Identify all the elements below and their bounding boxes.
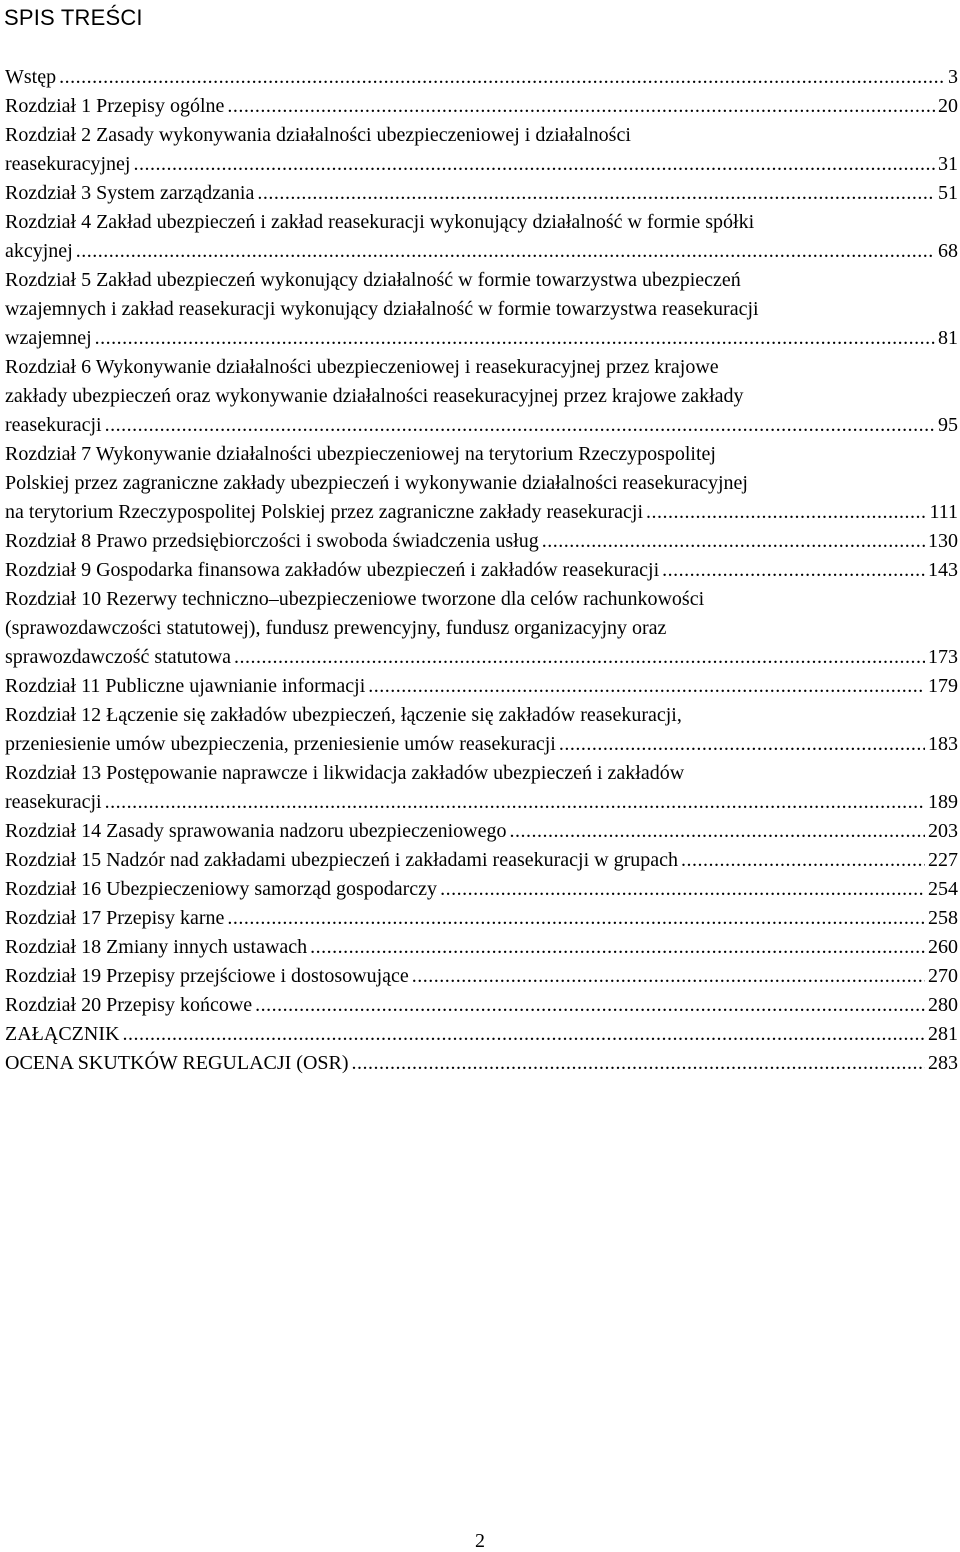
toc-entry-row	[5, 933, 958, 962]
toc-entry-title: Rozdział 20 Przepisy końcowe	[5, 994, 253, 1016]
dot-leader	[255, 991, 925, 1020]
toc-entry-title: ZAŁĄCZNIK	[5, 1023, 120, 1045]
toc-entry-title: akcyjnej	[5, 240, 73, 262]
toc-entry-row	[5, 1049, 958, 1078]
toc-entry-row	[5, 324, 958, 353]
dot-leader	[227, 904, 925, 933]
toc-entry-title: Rozdział 19 Przepisy przejściowe i dostosowujące	[5, 965, 409, 987]
toc-entry-title: reasekuracji	[5, 414, 102, 436]
toc-entry-row	[5, 237, 958, 266]
toc-entry-row	[5, 788, 958, 817]
toc-entry-row	[5, 962, 958, 991]
toc-entry-page-number: 270	[928, 965, 958, 987]
dot-leader	[662, 556, 925, 585]
dot-leader	[352, 1049, 925, 1078]
toc-entry[interactable]	[5, 353, 958, 440]
toc-entry-page-number: 68	[938, 240, 958, 262]
toc-entry-page-number: 203	[928, 820, 958, 842]
toc-title: SPIS TREŚCI	[4, 5, 143, 30]
toc-entry[interactable]	[5, 1020, 958, 1049]
toc-entry-title-line: Rozdział 10 Rezerwy techniczno–ubezpieczeniowe tworzone dla celów rachunkowości	[5, 588, 705, 610]
toc-entry-title: Rozdział 18 Zmiany innych ustawach	[5, 936, 308, 958]
toc-entry-title: sprawozdawczość statutowa	[5, 646, 232, 668]
toc-entry[interactable]	[5, 962, 958, 991]
dot-leader	[95, 324, 935, 353]
toc-entry-page-number: 143	[928, 559, 958, 581]
dot-leader	[257, 179, 935, 208]
toc-entry-row	[5, 730, 958, 759]
toc-entry-page-number: 258	[928, 907, 958, 929]
toc-entry-row	[5, 643, 958, 672]
page-number: 2	[475, 1530, 485, 1552]
toc-entry-title-line: Polskiej przez zagraniczne zakłady ubezpieczeń i wykonywanie działalności reasekuracyjnej	[5, 472, 748, 494]
toc-entry[interactable]	[5, 208, 958, 266]
toc-entry-title: Rozdział 1 Przepisy ogólne	[5, 95, 225, 117]
table-of-contents	[5, 63, 958, 1078]
toc-entry-title: reasekuracyjnej	[5, 153, 131, 175]
toc-entry-title: Rozdział 9 Gospodarka finansowa zakładów ubezpieczeń i zakładów reasekuracji	[5, 559, 660, 581]
toc-entry-title: OCENA SKUTKÓW REGULACJI (OSR)	[5, 1052, 349, 1074]
toc-entry-page-number: 130	[928, 530, 958, 552]
toc-entry[interactable]	[5, 759, 958, 817]
toc-entry-title-line: Rozdział 4 Zakład ubezpieczeń i zakład reasekuracji wykonujący działalność w formie spółki	[5, 211, 755, 233]
dot-leader	[105, 788, 925, 817]
toc-entry-row	[5, 63, 958, 92]
dot-leader	[105, 411, 935, 440]
dot-leader	[559, 730, 925, 759]
toc-entry-page-number: 281	[928, 1023, 958, 1045]
toc-entry-row	[5, 846, 958, 875]
toc-entry-title: Rozdział 17 Przepisy karne	[5, 907, 225, 929]
toc-entry-page-number: 183	[928, 733, 958, 755]
dot-leader	[368, 672, 925, 701]
toc-entry-row	[5, 817, 958, 846]
toc-entry-page-number: 283	[928, 1052, 958, 1074]
toc-entry-page-number: 260	[928, 936, 958, 958]
toc-entry[interactable]	[5, 266, 958, 353]
toc-entry-row	[5, 672, 958, 701]
toc-entry-page-number: 173	[928, 646, 958, 668]
dot-leader	[440, 875, 925, 904]
toc-entry-page-number: 189	[928, 791, 958, 813]
toc-entry-title-line: zakłady ubezpieczeń oraz wykonywanie działalności reasekuracyjnej przez krajowe zakłady	[5, 385, 744, 407]
toc-entry-page-number: 280	[928, 994, 958, 1016]
toc-entry-title-line: wzajemnych i zakład reasekuracji wykonujący działalność w formie towarzystwa reasekuracji	[5, 298, 759, 320]
toc-entry-title-line: (sprawozdawczości statutowej), fundusz prewencyjny, fundusz organizacyjny oraz	[5, 617, 667, 639]
toc-entry-page-number: 179	[928, 675, 958, 697]
toc-entry-title: Rozdział 3 System zarządzania	[5, 182, 255, 204]
toc-entry[interactable]	[5, 179, 958, 208]
toc-entry-title: Rozdział 14 Zasady sprawowania nadzoru ubezpieczeniowego	[5, 820, 507, 842]
toc-entry-title: reasekuracji	[5, 791, 102, 813]
toc-entry[interactable]	[5, 527, 958, 556]
toc-entry-row	[5, 92, 958, 121]
toc-entry[interactable]	[5, 1049, 958, 1078]
toc-entry[interactable]	[5, 121, 958, 179]
toc-entry[interactable]	[5, 701, 958, 759]
dot-leader	[133, 150, 935, 179]
toc-entry-page-number: 20	[938, 95, 958, 117]
toc-entry-title-line: Rozdział 5 Zakład ubezpieczeń wykonujący działalność w formie towarzystwa ubezpieczeń	[5, 269, 741, 291]
dot-leader	[234, 643, 925, 672]
toc-entry[interactable]	[5, 556, 958, 585]
toc-entry-page-number: 95	[938, 414, 958, 436]
toc-entry-title: Rozdział 15 Nadzór nad zakładami ubezpieczeń i zakładami reasekuracji w grupach	[5, 849, 679, 871]
toc-entry-title-line: Rozdział 7 Wykonywanie działalności ubezpieczeniowej na terytorium Rzeczypospolitej	[5, 443, 716, 465]
toc-entry[interactable]	[5, 92, 958, 121]
dot-leader	[646, 498, 926, 527]
toc-entry-title-line: Rozdział 2 Zasady wykonywania działalności ubezpieczeniowej i działalności	[5, 124, 631, 146]
toc-entry-title: Rozdział 11 Publiczne ujawnianie informacji	[5, 675, 366, 697]
toc-entry[interactable]	[5, 991, 958, 1020]
toc-entry-page-number: 227	[928, 849, 958, 871]
toc-entry-page-number: 3	[948, 66, 958, 88]
toc-entry[interactable]	[5, 672, 958, 701]
toc-entry-title: Rozdział 8 Prawo przedsiębiorczości i swoboda świadczenia usług	[5, 530, 539, 552]
toc-entry-page-number: 51	[938, 182, 958, 204]
toc-entry[interactable]	[5, 585, 958, 672]
toc-entry-title: Wstęp	[5, 66, 57, 88]
dot-leader	[509, 817, 925, 846]
toc-entry-row	[5, 875, 958, 904]
toc-entry-title: na terytorium Rzeczypospolitej Polskiej przez zagraniczne zakłady reasekuracji	[5, 501, 644, 523]
dot-leader	[59, 63, 945, 92]
dot-leader	[542, 527, 925, 556]
toc-entry-title: Rozdział 16 Ubezpieczeniowy samorząd gospodarczy	[5, 878, 438, 900]
toc-entry[interactable]	[5, 817, 958, 846]
toc-entry[interactable]	[5, 63, 958, 92]
toc-entry[interactable]	[5, 904, 958, 933]
toc-entry[interactable]	[5, 846, 958, 875]
toc-entry-page-number: 111	[929, 501, 958, 523]
toc-entry[interactable]	[5, 875, 958, 904]
toc-entry-row	[5, 904, 958, 933]
dot-leader	[227, 92, 935, 121]
toc-entry[interactable]	[5, 933, 958, 962]
toc-entry-row	[5, 411, 958, 440]
toc-entry-row	[5, 179, 958, 208]
dot-leader	[122, 1020, 925, 1049]
toc-entry-row	[5, 527, 958, 556]
toc-entry-row	[5, 556, 958, 585]
dot-leader	[412, 962, 925, 991]
toc-entry-title-line: Rozdział 6 Wykonywanie działalności ubezpieczeniowej i reasekuracyjnej przez krajowe	[5, 356, 719, 378]
toc-entry-row	[5, 498, 958, 527]
dot-leader	[76, 237, 935, 266]
toc-entry-page-number: 254	[928, 878, 958, 900]
toc-entry-row	[5, 1020, 958, 1049]
toc-entry-title-line: Rozdział 13 Postępowanie naprawcze i likwidacja zakładów ubezpieczeń i zakładów	[5, 762, 685, 784]
toc-entry-row	[5, 991, 958, 1020]
dot-leader	[681, 846, 925, 875]
toc-entry-title: przeniesienie umów ubezpieczenia, przeniesienie umów reasekuracji	[5, 733, 556, 755]
toc-entry-page-number: 81	[938, 327, 958, 349]
toc-entry-title: wzajemnej	[5, 327, 92, 349]
toc-entry-title-line: Rozdział 12 Łączenie się zakładów ubezpieczeń, łączenie się zakładów reasekuracji,	[5, 704, 682, 726]
toc-entry-page-number: 31	[938, 153, 958, 175]
toc-entry[interactable]	[5, 440, 958, 527]
toc-entry-row	[5, 150, 958, 179]
dot-leader	[310, 933, 925, 962]
